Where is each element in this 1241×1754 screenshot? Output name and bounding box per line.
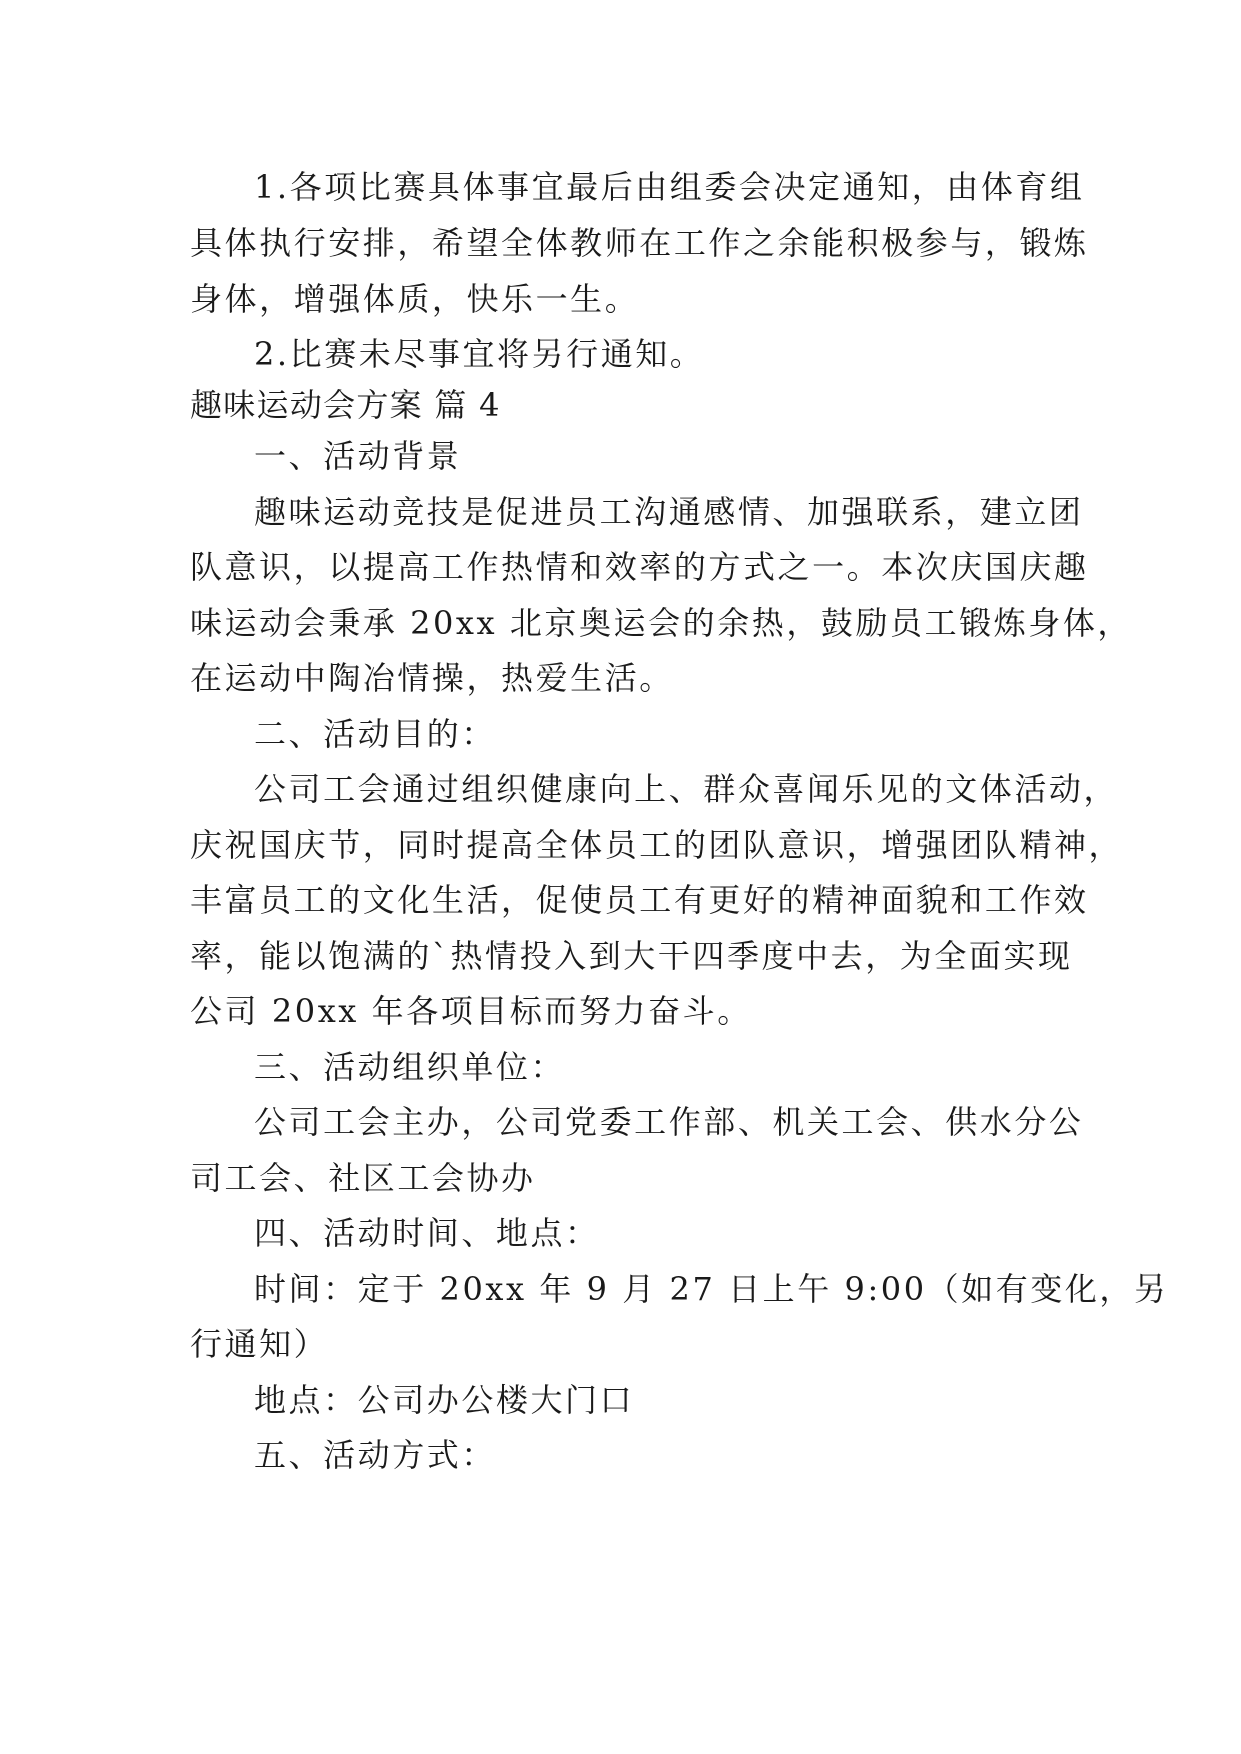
paragraph-line: 具体执行安排，希望全体教师在工作之余能积极参与，锻炼 [190, 224, 1089, 262]
section-heading: 三、活动组织单位： [254, 1048, 566, 1086]
paragraph-line: 公司工会通过组织健康向上、群众喜闻乐见的文体活动， [254, 770, 1119, 808]
paragraph-line: 公司 20xx 年各项目标而努力奋斗。 [190, 992, 752, 1030]
section-heading: 二、活动目的： [254, 715, 496, 753]
paragraph-line: 司工会、社区工会协办 [190, 1159, 536, 1197]
paragraph-line: 队意识，以提高工作热情和效率的方式之一。本次庆国庆趣 [190, 548, 1089, 586]
paragraph-line: 身体，增强体质，快乐一生。 [190, 280, 640, 318]
paragraph-line: 1.各项比赛具体事宜最后由组委会决定通知，由体育组 [254, 168, 1085, 206]
paragraph-line: 时间：定于 20xx 年 9 月 27 日上午 9:00（如有变化，另 [254, 1270, 1169, 1308]
paragraph-line: 在运动中陶冶情操，热爱生活。 [190, 659, 674, 697]
paragraph-line: 趣味运动竞技是促进员工沟通感情、加强联系，建立团 [254, 493, 1084, 531]
section-heading: 一、活动背景 [254, 437, 462, 475]
section-title: 趣味运动会方案 篇 4 [190, 386, 501, 424]
paragraph-line: 行通知） [190, 1325, 329, 1363]
section-heading: 五、活动方式： [254, 1436, 496, 1474]
paragraph-line: 率，能以饱满的`热情投入到大干四季度中去，为全面实现 [190, 937, 1073, 975]
paragraph-line: 味运动会秉承 20xx 北京奥运会的余热，鼓励员工锻炼身体， [190, 604, 1132, 642]
paragraph-line: 庆祝国庆节，同时提高全体员工的团队意识，增强团队精神， [190, 826, 1124, 864]
paragraph-line: 公司工会主办，公司党委工作部、机关工会、供水分公 [254, 1103, 1084, 1141]
paragraph-line: 丰富员工的文化生活，促使员工有更好的精神面貌和工作效 [190, 881, 1089, 919]
paragraph-line: 地点：公司办公楼大门口 [254, 1381, 635, 1419]
section-heading: 四、活动时间、地点： [254, 1214, 600, 1252]
paragraph-line: 2.比赛未尽事宜将另行通知。 [254, 335, 705, 373]
